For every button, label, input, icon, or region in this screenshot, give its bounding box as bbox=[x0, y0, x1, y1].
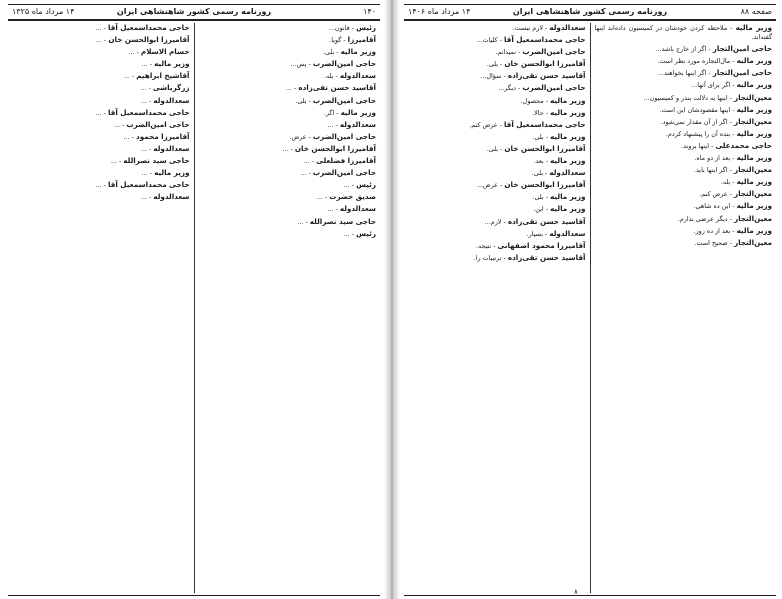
speaker-name: آقامیرزا فضلعلی bbox=[316, 156, 376, 166]
speech-entry bbox=[408, 108, 586, 118]
speaker-name: سعدالدوله bbox=[339, 71, 376, 81]
speaker-name: رئیس bbox=[356, 180, 376, 190]
speaker-name: معین‌التجار bbox=[733, 189, 772, 199]
speech-entry bbox=[199, 217, 377, 227]
speech-entry bbox=[595, 177, 773, 187]
speech-entry bbox=[595, 93, 773, 103]
left-page-columns bbox=[8, 23, 380, 593]
speech-text: - عرض کنم. bbox=[699, 190, 734, 199]
speech-text: - بلی. bbox=[295, 96, 313, 105]
speech-text: - بلی. bbox=[322, 48, 341, 57]
speaker-name: وزیر مالیه bbox=[736, 56, 772, 66]
speaker-name: وزیر مالیه bbox=[154, 59, 190, 69]
speech-text: - ... bbox=[140, 96, 154, 105]
speech-entry bbox=[595, 201, 773, 211]
speech-entry bbox=[408, 71, 586, 81]
speech-text: - ... bbox=[140, 84, 153, 93]
right-page-date: ۱۴ مرداد ماه ۱۴۰۶ bbox=[408, 7, 471, 16]
speech-entry bbox=[408, 253, 586, 263]
speech-text: - ... bbox=[141, 60, 155, 69]
speaker-name: وزیر مالیه bbox=[340, 47, 376, 57]
speech-entry bbox=[12, 59, 190, 69]
speech-text: - محصول. bbox=[520, 96, 551, 105]
speaker-name: حاجی سید نصرالله bbox=[309, 216, 376, 226]
speaker-name: حاجی محمداسمعیل آقا bbox=[107, 107, 190, 117]
speaker-name: آقامیرزا ابوالحسن خان bbox=[504, 180, 586, 190]
speech-entry bbox=[595, 165, 773, 175]
left-page-column-2 bbox=[8, 23, 194, 593]
speech-entry bbox=[199, 96, 377, 106]
speech-entry bbox=[408, 168, 586, 178]
speech-entry bbox=[199, 168, 377, 178]
speech-entry bbox=[595, 44, 773, 54]
speech-text: - اینها مقصودشان این است. bbox=[659, 105, 737, 114]
speaker-name: معین‌التجار bbox=[733, 237, 772, 247]
speech-text: - ... bbox=[297, 217, 310, 226]
speech-entry bbox=[199, 35, 377, 45]
speaker-name: حاجی محمدعلی bbox=[715, 140, 772, 150]
speaker-name: سعدالدوله bbox=[549, 23, 586, 32]
speech-entry bbox=[199, 156, 377, 166]
speech-text: - دیگر عرضی ندارم. bbox=[677, 214, 734, 223]
speech-text: - ... bbox=[123, 132, 137, 141]
right-page-number: صفحه ۸۸ bbox=[740, 7, 772, 16]
speaker-name: وزیر مالیه bbox=[550, 192, 586, 202]
speech-text: - ... bbox=[123, 72, 137, 81]
speech-entry bbox=[199, 144, 377, 154]
speech-text: - لازم... bbox=[484, 217, 508, 226]
speech-text: - اگر از آن مقدار نمی‌شود. bbox=[660, 117, 734, 126]
speech-text: - صحیح است. bbox=[694, 238, 734, 247]
speaker-name: آقاسید حسن تقی‌زاده bbox=[298, 83, 376, 93]
speech-text: - این ده شاهی. bbox=[693, 202, 737, 211]
speech-text: - بلی. bbox=[486, 60, 505, 69]
speaker-name: آقاسید حسن تقی‌زاده bbox=[507, 71, 586, 81]
speaker-name: وزیر مالیه bbox=[550, 204, 586, 214]
speech-text: - بلی. bbox=[532, 193, 551, 202]
speech-entry bbox=[12, 168, 190, 178]
speaker-name: سعدالدوله bbox=[153, 192, 190, 202]
speech-text: - ... bbox=[95, 36, 109, 45]
speech-text: - اگر برای آنها... bbox=[691, 81, 737, 90]
speaker-name: وزیر مالیه bbox=[340, 107, 376, 117]
speech-entry bbox=[12, 108, 190, 118]
speech-entry bbox=[408, 47, 586, 57]
speech-text: - بلی. bbox=[531, 169, 550, 178]
speaker-name: وزیر مالیه bbox=[736, 128, 772, 138]
right-page-columns bbox=[404, 23, 776, 593]
speech-entry bbox=[199, 120, 377, 130]
speaker-name: وزیر مالیه bbox=[550, 107, 586, 117]
page-gutter bbox=[384, 0, 400, 599]
speaker-name: حاجی امین‌التجار bbox=[712, 44, 772, 54]
speech-entry bbox=[199, 180, 377, 190]
left-page-number: ۱۴۰ bbox=[363, 7, 376, 16]
speaker-name: صدیق حضرت bbox=[329, 192, 376, 202]
speech-text: - ... bbox=[285, 84, 299, 93]
speaker-name: آقامیرزا ابوالحسن خان bbox=[294, 143, 376, 153]
speaker-name: سعدالدوله bbox=[339, 119, 376, 129]
speech-text: - ... bbox=[140, 144, 154, 153]
speaker-name: وزیر مالیه bbox=[736, 104, 772, 114]
speech-text: - اینها بروند. bbox=[681, 141, 716, 150]
speech-entry bbox=[595, 23, 773, 42]
speech-text: - نمیدانم. bbox=[495, 48, 523, 57]
speaker-name: حاجی سید نصرالله bbox=[123, 156, 190, 166]
speech-entry bbox=[408, 120, 586, 130]
speech-text: - بعد از ده روز. bbox=[693, 226, 737, 235]
speech-text: - بسیار. bbox=[526, 229, 550, 238]
speaker-name: سعدالدوله bbox=[153, 95, 190, 105]
speech-entry bbox=[12, 180, 190, 190]
speech-text: - عرض... bbox=[476, 181, 505, 190]
speaker-name: معین‌التجار bbox=[733, 116, 772, 126]
speech-text: - عرض کنم. bbox=[469, 120, 504, 129]
speech-text: - ... bbox=[303, 157, 317, 166]
speech-entry bbox=[595, 226, 773, 236]
speech-text: - اگر از خارج باشد... bbox=[655, 45, 713, 54]
speaker-name: حاجی محمداسمعیل آقا bbox=[107, 23, 190, 32]
speaker-name: وزیر مالیه bbox=[736, 225, 772, 235]
speech-text: - لازم نیست. bbox=[512, 24, 550, 32]
speaker-name: معین‌التجار bbox=[733, 92, 772, 102]
speech-entry bbox=[408, 144, 586, 154]
speech-entry bbox=[199, 192, 377, 202]
speech-text: - سؤال... bbox=[480, 72, 508, 81]
speaker-name: وزیر مالیه bbox=[154, 168, 190, 178]
speech-text: - بله. bbox=[720, 178, 737, 187]
speaker-name: حاجی امین‌الضرب bbox=[312, 131, 376, 141]
speech-text: - ... bbox=[95, 181, 108, 190]
speaker-name: معین‌التجار bbox=[733, 213, 772, 223]
speaker-name: حاجی محمداسمعیل آقا bbox=[107, 180, 190, 190]
speaker-name: حاجی امین‌الضرب bbox=[522, 83, 586, 93]
speaker-name: حاجی امین‌الضرب bbox=[312, 95, 376, 105]
speech-text: - بعد از دو ماه. bbox=[694, 154, 737, 163]
speech-entry bbox=[408, 59, 586, 69]
speech-entry bbox=[595, 56, 773, 66]
speech-entry bbox=[199, 59, 377, 69]
speech-entry bbox=[595, 80, 773, 90]
speech-entry bbox=[12, 132, 190, 142]
speech-entry bbox=[12, 23, 190, 33]
speaker-name: وزیر مالیه bbox=[736, 153, 772, 163]
speaker-name: حاجی امین‌الضرب bbox=[312, 59, 376, 69]
speech-text: - این. bbox=[533, 205, 551, 214]
speech-entry bbox=[12, 35, 190, 45]
speaker-name: وزیر مالیه bbox=[736, 177, 772, 187]
speech-text: - گویا. bbox=[329, 36, 348, 45]
left-page-date: ۱۴ مرداد ماه ۱۳۲۵ bbox=[12, 7, 75, 16]
right-page-column-1 bbox=[590, 23, 777, 593]
left-page-header bbox=[8, 5, 380, 21]
speaker-name: آقامیرزا ابوالحسن خان bbox=[108, 35, 190, 45]
speech-text: - ... bbox=[343, 181, 357, 190]
right-page-title: روزنامه رسمی کشور شاهنشاهی ایران bbox=[512, 7, 668, 16]
speech-entry bbox=[199, 132, 377, 142]
right-page-header bbox=[404, 5, 776, 21]
speech-entry bbox=[595, 117, 773, 127]
speech-entry bbox=[408, 96, 586, 106]
speech-text: - نتیجه. bbox=[475, 241, 498, 250]
speech-entry bbox=[408, 83, 586, 93]
speech-text: - ... bbox=[343, 229, 357, 238]
right-page-column-2 bbox=[404, 23, 590, 593]
speaker-name: رئیس bbox=[356, 23, 376, 32]
speaker-name: آقامیرزا ابوالحسن خان bbox=[504, 143, 586, 153]
speaker-name: آقامیرزا ابوالحسن خان bbox=[504, 59, 586, 69]
speech-text: - اگر. bbox=[323, 108, 341, 117]
speech-entry bbox=[595, 153, 773, 163]
speech-text: - بلی. bbox=[486, 144, 505, 153]
speech-entry bbox=[408, 23, 586, 33]
speech-entry bbox=[199, 204, 377, 214]
speech-entry bbox=[12, 120, 190, 130]
left-page-column-1 bbox=[194, 23, 381, 593]
speech-text: - کلیات... bbox=[476, 36, 504, 45]
speech-text: - ... bbox=[327, 205, 340, 214]
speech-text: - بعد. bbox=[533, 157, 551, 166]
speaker-name: حاجی امین‌الضرب bbox=[312, 168, 376, 178]
speech-text: - اینها به دلالت بندر و کمیسیون... bbox=[643, 93, 734, 102]
speech-text: - ... bbox=[282, 144, 295, 153]
speech-text: - ... bbox=[140, 193, 154, 202]
speech-entry bbox=[12, 96, 190, 106]
speech-text: - عرض. bbox=[289, 132, 313, 141]
speaker-name: وزیر مالیه bbox=[550, 156, 586, 166]
speech-text: - ... bbox=[128, 48, 141, 57]
speaker-name: وزیر مالیه bbox=[550, 131, 586, 141]
speaker-name: آقامیرزا bbox=[347, 35, 376, 45]
speech-text: - اگر اینها باید. bbox=[693, 166, 734, 175]
speech-entry bbox=[595, 189, 773, 199]
speech-text: - اگر اینها بخواهند... bbox=[657, 69, 713, 78]
speech-text: - دیگر... bbox=[498, 84, 523, 93]
speaker-name: حاجی امین‌الضرب bbox=[126, 119, 190, 129]
speech-entry bbox=[199, 83, 377, 93]
speech-entry bbox=[199, 229, 377, 239]
speaker-name: سعدالدوله bbox=[153, 143, 190, 153]
left-page bbox=[8, 4, 380, 596]
speaker-name: سعدالدوله bbox=[549, 228, 586, 238]
speech-text: - قانون... bbox=[328, 24, 357, 32]
speech-entry bbox=[408, 204, 586, 214]
speech-entry bbox=[199, 108, 377, 118]
speech-entry bbox=[408, 229, 586, 239]
speaker-name: حاجی محمداسمعیل آقا bbox=[503, 119, 586, 129]
speech-entry bbox=[595, 68, 773, 78]
speech-entry bbox=[408, 35, 586, 45]
speech-text: - بله. bbox=[324, 72, 340, 81]
left-page-title: روزنامه رسمی کشور شاهنشاهی ایران bbox=[116, 7, 272, 16]
speech-text: - ... bbox=[141, 169, 155, 178]
speaker-name: حاجی محمداسمعیل آقا bbox=[503, 35, 586, 45]
speech-entry bbox=[595, 129, 773, 139]
speech-entry bbox=[199, 71, 377, 81]
speech-text: - بلی. bbox=[532, 132, 551, 141]
speech-entry bbox=[595, 238, 773, 248]
speech-text: - بنده آن را پیشنهاد کردم. bbox=[665, 129, 737, 138]
speaker-name: وزیر مالیه bbox=[736, 80, 772, 90]
speaker-name: زرگرباشی bbox=[152, 83, 190, 93]
speech-text: - ... bbox=[95, 108, 108, 117]
speech-text: - ... bbox=[300, 169, 313, 178]
speaker-name: آقامیرزا محمود اصفهانی bbox=[497, 240, 586, 250]
speaker-name: سعدالدوله bbox=[549, 168, 586, 178]
right-page bbox=[404, 4, 776, 596]
speech-text: - ... bbox=[95, 24, 108, 32]
speech-entry bbox=[595, 141, 773, 151]
speech-entry bbox=[595, 105, 773, 115]
speaker-name: آقاسید حسن تقی‌زاده bbox=[507, 252, 586, 262]
speech-entry bbox=[408, 180, 586, 190]
speech-text: - مال‌التجاره مورد نظر است. bbox=[657, 57, 737, 66]
speech-entry bbox=[408, 192, 586, 202]
speaker-name: سعدالدوله bbox=[339, 204, 376, 214]
speaker-name: وزیر مالیه bbox=[550, 95, 586, 105]
speech-entry bbox=[12, 47, 190, 57]
speech-entry bbox=[199, 47, 377, 57]
speech-text: - ترتیبات را. bbox=[473, 253, 508, 262]
speech-text: - حالا. bbox=[532, 108, 551, 117]
speaker-name: وزیر مالیه bbox=[736, 201, 772, 211]
speaker-name: رئیس bbox=[356, 228, 376, 238]
speaker-name: آقاشیخ ابراهیم bbox=[136, 71, 190, 81]
speech-entry bbox=[199, 23, 377, 33]
speech-entry bbox=[12, 192, 190, 202]
speech-text: - ... bbox=[110, 157, 124, 166]
speech-entry bbox=[408, 156, 586, 166]
speaker-name: حسام الاسلام bbox=[140, 47, 190, 57]
speech-entry bbox=[12, 71, 190, 81]
speech-entry bbox=[408, 241, 586, 251]
speech-entry bbox=[12, 144, 190, 154]
speaker-name: آقاسید حسن تقی‌زاده bbox=[507, 216, 586, 226]
speech-entry bbox=[12, 83, 190, 93]
speech-text: - ... bbox=[327, 120, 340, 129]
right-page-footer-mark: ۸ bbox=[574, 588, 578, 596]
speech-text: - ... bbox=[113, 120, 127, 129]
speech-entry bbox=[12, 156, 190, 166]
speech-entry bbox=[408, 217, 586, 227]
speaker-name: حاجی امین‌التجار bbox=[712, 68, 772, 78]
speaker-name: وزیر مالیه bbox=[735, 23, 772, 32]
speech-text: - ملاحظه کردن خودشان در کمیسیون داده‌اند اینها گفته‌اند. bbox=[594, 24, 772, 42]
speaker-name: معین‌التجار bbox=[733, 165, 772, 175]
speech-entry bbox=[595, 214, 773, 224]
speech-text: - ... bbox=[316, 193, 330, 202]
speech-text: - پس... bbox=[290, 60, 313, 69]
speaker-name: آقامیرزا محمود bbox=[136, 131, 190, 141]
speaker-name: حاجی امین‌الضرب bbox=[522, 47, 586, 57]
speech-entry bbox=[408, 132, 586, 142]
